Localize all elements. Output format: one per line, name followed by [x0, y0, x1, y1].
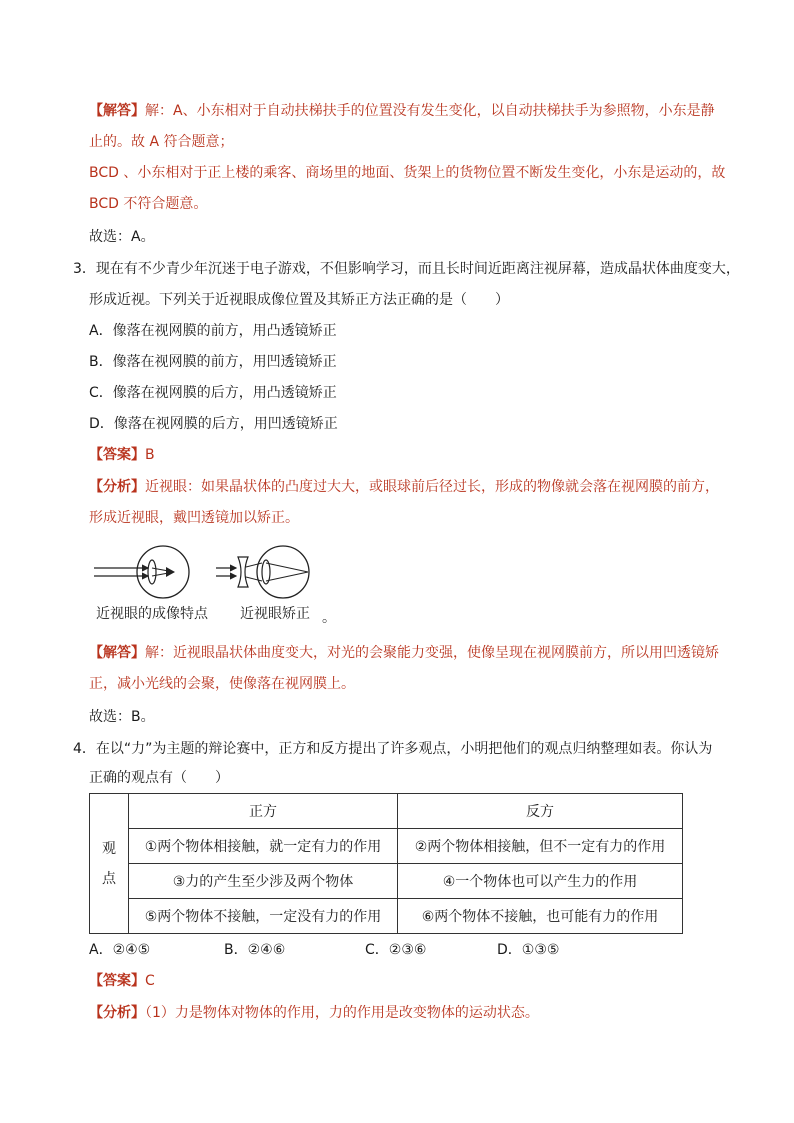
choice-statement: 故选：A。	[89, 229, 155, 245]
option-c: C．②③⑥	[365, 942, 427, 958]
table-row: ⑤两个物体不接触，一定没有力的作用 ⑥两个物体不接触，也可能有力的作用	[90, 899, 683, 934]
choice-statement: 故选：B。	[89, 709, 155, 725]
question-3-stem: 形成近视。下列关于近视眼成像位置及其矫正方法正确的是（ ）	[89, 292, 509, 308]
solution-line: 【解答】解：A、小东相对于自动扶梯扶手的位置没有发生变化，以自动扶梯扶手为参照物，小东是静	[89, 103, 715, 119]
option-a: A．像落在视网膜的前方，用凸透镜矫正	[89, 323, 337, 339]
option-c: C．像落在视网膜的后方，用凸透镜矫正	[89, 385, 337, 401]
table-row: ①两个物体相接触，就一定有力的作用 ②两个物体相接触，但不一定有力的作用	[90, 829, 683, 864]
solution-line: 止的。故 A 符合题意；	[89, 134, 234, 150]
viewpoint-table	[89, 793, 683, 934]
option-d: D．像落在视网膜的后方，用凹透镜矫正	[89, 416, 338, 432]
option-a: A．②④⑤	[89, 942, 151, 958]
corrected-eye-diagram	[216, 546, 309, 598]
table-header-con: 反方	[398, 794, 683, 829]
question-3-stem: 3．现在有不少青少年沉迷于电子游戏，不但影响学习，而且长时间近距离注视屏幕，造成晶状体曲度变大，	[73, 261, 740, 277]
table-row: ③力的产生至少涉及两个物体 ④一个物体也可以产生力的作用	[90, 864, 683, 899]
figure-caption-right: 近视眼矫正	[240, 606, 310, 622]
question-4-stem: 正确的观点有（ ）	[89, 770, 229, 786]
table-header-pro: 正方	[129, 794, 398, 829]
figure-period: 。	[322, 610, 336, 626]
answer-line: 【答案】C	[89, 973, 155, 989]
analysis-tag: 【分析】	[89, 1005, 145, 1021]
figure-caption-left: 近视眼的成像特点	[96, 606, 208, 622]
table-side-header: 观 点	[90, 794, 129, 934]
analysis-tag: 【分析】	[89, 479, 145, 495]
answer-line: 【答案】B	[89, 447, 155, 463]
solution-line: BCD 不符合题意。	[89, 196, 208, 212]
answer-tag: 【答案】	[89, 973, 145, 989]
solution-line: 正，减小光线的会聚，使像落在视网膜上。	[89, 676, 355, 692]
analysis-line: 【分析】（1）力是物体对物体的作用，力的作用是改变物体的运动状态。	[89, 1005, 539, 1021]
option-b: B．像落在视网膜的前方，用凹透镜矫正	[89, 354, 337, 370]
analysis-line: 【分析】近视眼：如果晶状体的凸度过大大，或眼球前后径过长，形成的物像就会落在视网膜的前方，	[89, 479, 719, 495]
question-4-stem: 4．在以“力”为主题的辩论赛中，正方和反方提出了许多观点，小明把他们的观点归纳整理如表。你认为	[73, 741, 713, 757]
myopia-eye-diagram	[94, 546, 189, 598]
answer-tag: 【答案】	[89, 447, 145, 463]
option-b: B．②④⑥	[224, 942, 286, 958]
solution-tag: 【解答】	[89, 645, 145, 661]
solution-line: 【解答】解：近视眼晶状体曲度变大，对光的会聚能力变强，使像呈现在视网膜前方，所以用凹透镜矫	[89, 645, 719, 661]
solution-tag: 【解答】	[89, 103, 145, 119]
option-d: D．①③⑤	[497, 942, 560, 958]
solution-line: BCD 、小东相对于正上楼的乘客、商场里的地面、货架上的货物位置不断发生变化，小东是运动的，故	[89, 165, 726, 181]
analysis-line: 形成近视眼，戴凹透镜加以矫正。	[89, 510, 299, 526]
